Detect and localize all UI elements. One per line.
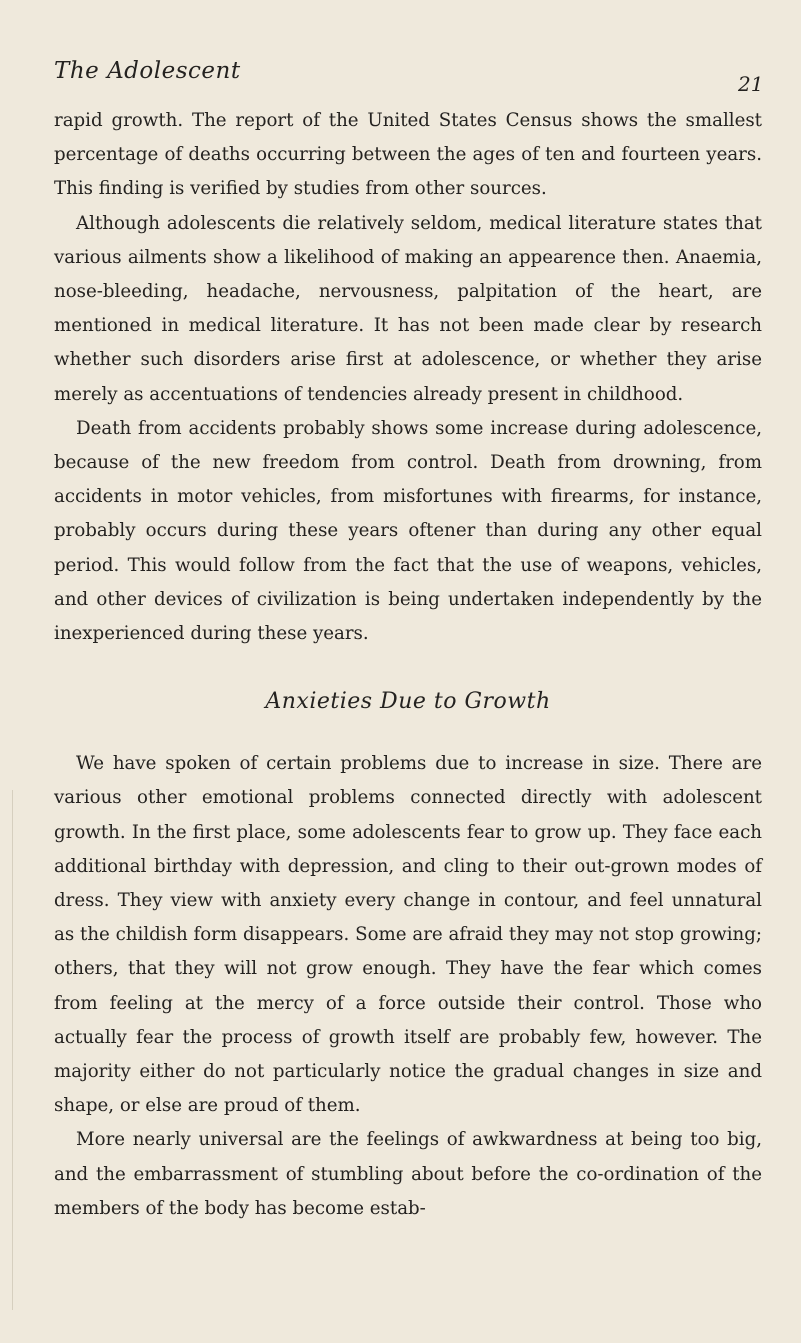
running-title: The Adolescent [54,58,241,84]
paragraph-awkwardness: More nearly universal are the feelings of awkwardness at being too big, and the embarrassment of stumbling about before the co-ordination of the members of the body has become estab- [54,1129,762,1219]
page-edge-line [12,790,13,1310]
body-text [54,104,762,1226]
section-heading: Anxieties Due to Growth [265,689,551,715]
paragraph-continued: rapid growth. The report of the United States Census shows the smallest percentage of deaths occurring between the ages of ten and fourteen years. This finding is verified by studies from other sources. [54,110,762,200]
paragraph-accidents: Death from accidents probably shows some increase during adolescence, because of the new freedom from control. Death from drowning, from accidents in motor vehicles, from misfortunes with firearms, for instance, probably occurs during these years oftener than during any other equal period. This would follow from the fact that the use of weapons, vehicles, and other devices of civilization is being undertaken independently by the inexperienced during these years. [54,417,762,645]
page-number: 21 [738,72,764,96]
paragraph-anxieties: We have spoken of certain problems due to increase in size. There are various other emotional problems connected directly with adolescent growth. In the first place, some adolescents fear to grow up. They face each additional birthday with depression, and cling to their out-grown modes of dress. They view with anxiety every change in contour, and feel unnatural as the childish form disappears. Some are afraid they may not stop growing; others, that they will not grow enough. They have the fear which comes from feeling at the mercy of a force outside their control. Those who actually fear the process of growth itself are probably few, however. The majority either do not particularly notice the gradual changes in size and shape, or else are proud of them. [54,753,762,1117]
paragraph-ailments: Although adolescents die relatively seldom, medical literature states that various ailments show a likelihood of making an appearence then. Anaemia, nose-bleeding, headache, nervousness, palpitation of the heart, are mentioned in medical literature. It has not been made clear by research whether such disorders arise first at adolescence, or whether they arise merely as accentuations of tendencies already present in childhood. [54,212,762,405]
